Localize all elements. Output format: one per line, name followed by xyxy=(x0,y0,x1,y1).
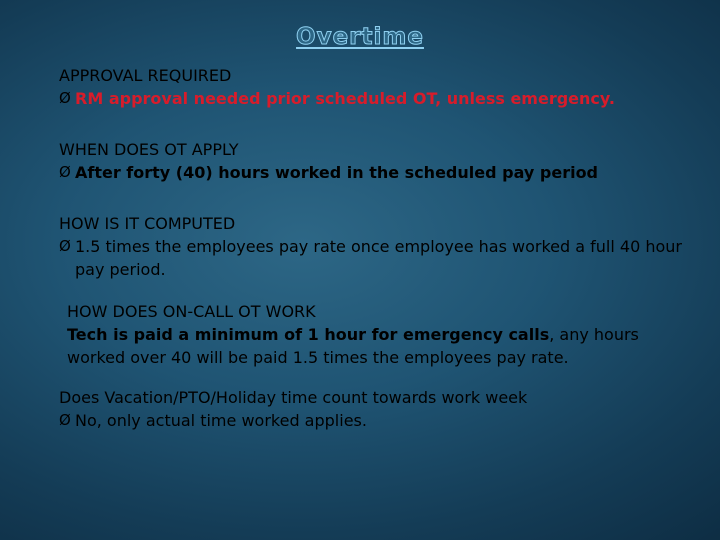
arrow-bullet-icon: Ø xyxy=(59,163,71,181)
bullet-item xyxy=(59,409,699,432)
bullet-text: RM approval needed prior scheduled OT, unless emergency. xyxy=(75,89,615,108)
arrow-bullet-icon: Ø xyxy=(59,411,71,429)
bullet-text: After forty (40) hours worked in the scheduled pay period xyxy=(75,163,599,182)
section-heading: WHEN DOES OT APPLY xyxy=(59,140,239,159)
section-heading: HOW DOES ON-CALL OT WORK xyxy=(67,302,316,321)
section-on-call xyxy=(67,300,687,369)
section-body xyxy=(67,323,687,369)
section-when-applies xyxy=(59,138,699,184)
bullet-text: 1.5 times the employees pay rate once employee has worked a full 40 hour pay period. xyxy=(75,237,682,279)
section-heading: APPROVAL REQUIRED xyxy=(59,66,232,85)
section-how-computed xyxy=(59,212,699,281)
bullet-text: No, only actual time worked applies. xyxy=(75,411,367,430)
section-heading: Does Vacation/PTO/Holiday time count towards work week xyxy=(59,388,528,407)
body-text: , any hours worked over 40 will be paid 1.5 times the employees pay rate. xyxy=(67,325,639,367)
slide-title: Overtime xyxy=(296,24,424,50)
arrow-bullet-icon: Ø xyxy=(59,89,71,107)
section-approval xyxy=(59,64,699,110)
arrow-bullet-icon: Ø xyxy=(59,237,71,255)
section-vacation xyxy=(59,386,699,432)
section-heading: HOW IS IT COMPUTED xyxy=(59,214,236,233)
bullet-item xyxy=(59,161,699,184)
bullet-item xyxy=(59,87,699,110)
body-emphasis: Tech is paid a minimum of 1 hour for emergency calls xyxy=(67,325,550,344)
bullet-item xyxy=(59,235,699,281)
